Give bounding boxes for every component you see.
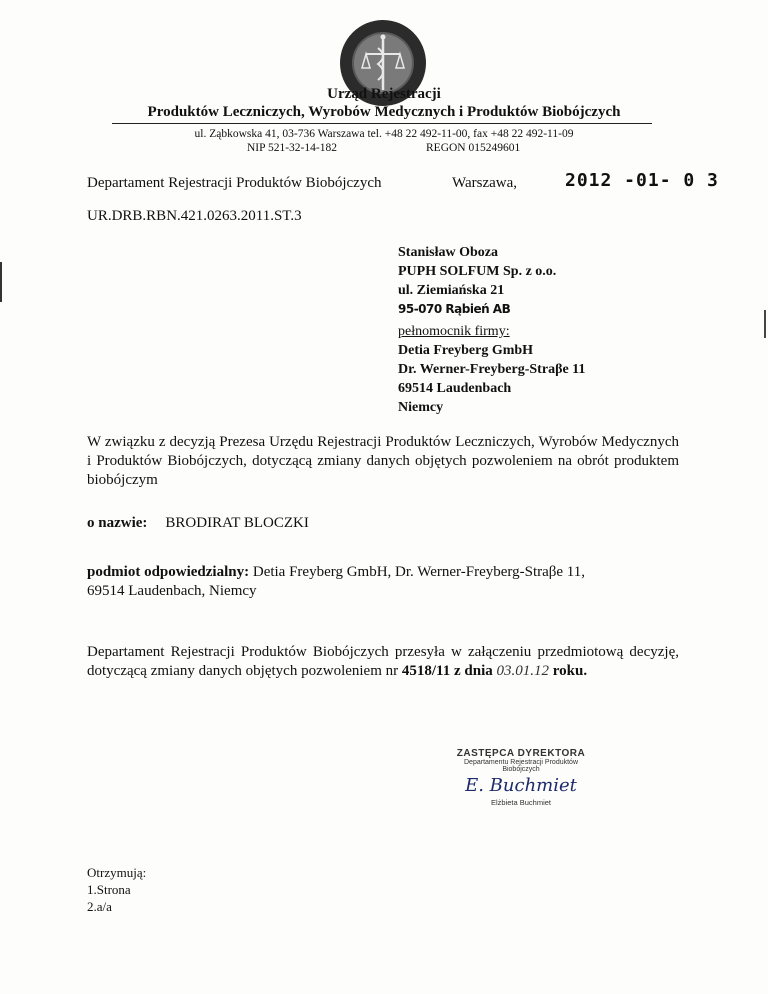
- proxy-street: Dr. Werner-Freyberg-Straβe 11: [398, 362, 586, 377]
- handwritten-signature: E. Buchmiet: [465, 775, 577, 796]
- recipient-company: PUPH SOLFUM Sp. z o.o.: [398, 264, 557, 279]
- proxy-postal: 69514 Laudenbach: [398, 381, 512, 396]
- recipients-list: [87, 864, 146, 915]
- office-name-line1: Urząd Rejestracji: [327, 86, 441, 102]
- final-paragraph: [87, 643, 679, 681]
- office-name-line2: Produktów Leczniczych, Wyrobów Medycznych i Produktów Biobójczych: [147, 104, 621, 120]
- office-regon: REGON 015249601: [426, 142, 521, 154]
- proxy-label: pełnomocnik firmy:: [398, 324, 510, 339]
- stamp-title: ZASTĘPCA DYREKTORA: [456, 748, 586, 759]
- recipients-item-1: 1.Strona: [87, 882, 131, 897]
- responsible-entity: [87, 563, 585, 601]
- recipient-block: [398, 243, 556, 319]
- scan-edge-mark: [0, 262, 2, 302]
- entity-value-2: 69514 Laudenbach, Niemcy: [87, 583, 257, 599]
- city: Warszawa,: [452, 175, 518, 191]
- product-name-line: [87, 515, 309, 532]
- stamp-signer-name: Elżbieta Buchmiet: [490, 798, 552, 807]
- signature-stamp: [436, 748, 606, 807]
- office-nip: NIP 521-32-14-182: [247, 142, 337, 154]
- final-text-1: Departament Rejestracji Produktów Biobójczych przesyła w załączeniu przedmiotową decyzję, dotyczącą zmiany danych objętych pozwoleniem nr: [87, 644, 679, 679]
- department-name: Departament Rejestracji Produktów Biobójczych: [87, 175, 382, 191]
- product-name-value: BRODIRAT BLOCZKI: [165, 515, 309, 531]
- entity-label: podmiot odpowiedzialny:: [87, 564, 250, 580]
- product-name-label: o nazwie:: [87, 515, 148, 531]
- proxy-block: [398, 322, 585, 417]
- date-stamp: 2012 -01- 0 3: [565, 170, 719, 191]
- final-text-2: roku.: [552, 663, 588, 679]
- intro-paragraph: W związku z decyzją Prezesa Urzędu Rejestracji Produktów Leczniczych, Wyrobów Medycznych i Produktów Biobójczych, dotyczącą zmiany danych objętych pozwoleniem na obrót produktem biobójczym: [87, 434, 679, 488]
- recipient-street: ul. Ziemiańska 21: [398, 283, 505, 298]
- recipient-name: Stanisław Oboza: [398, 245, 498, 260]
- scan-edge-mark: [764, 310, 766, 338]
- proxy-company: Detia Freyberg GmbH: [398, 343, 534, 358]
- permit-number: 4518/11 z dnia: [401, 663, 493, 679]
- recipients-item-2: 2.a/a: [87, 899, 112, 914]
- office-address: ul. Ząbkowska 41, 03-736 Warszawa tel. +48 22 492-11-00, fax +48 22 492-11-09: [194, 128, 574, 140]
- reference-number: UR.DRB.RBN.421.0263.2011.ST.3: [87, 208, 302, 224]
- stamp-dept-line2: Biobójczych: [502, 766, 540, 773]
- recipient-postal: 95-070 Rąbień AB: [398, 302, 511, 316]
- recipients-heading: Otrzymują:: [87, 865, 147, 880]
- proxy-country: Niemcy: [398, 400, 444, 415]
- permit-date-handwritten: 03.01.12: [492, 663, 553, 679]
- stamp-dept-line1: Departamentu Rejestracji Produktów: [464, 759, 578, 766]
- entity-value-1: Detia Freyberg GmbH, Dr. Werner-Freyberg-Straβe 11,: [252, 564, 586, 580]
- header-divider: [112, 123, 652, 124]
